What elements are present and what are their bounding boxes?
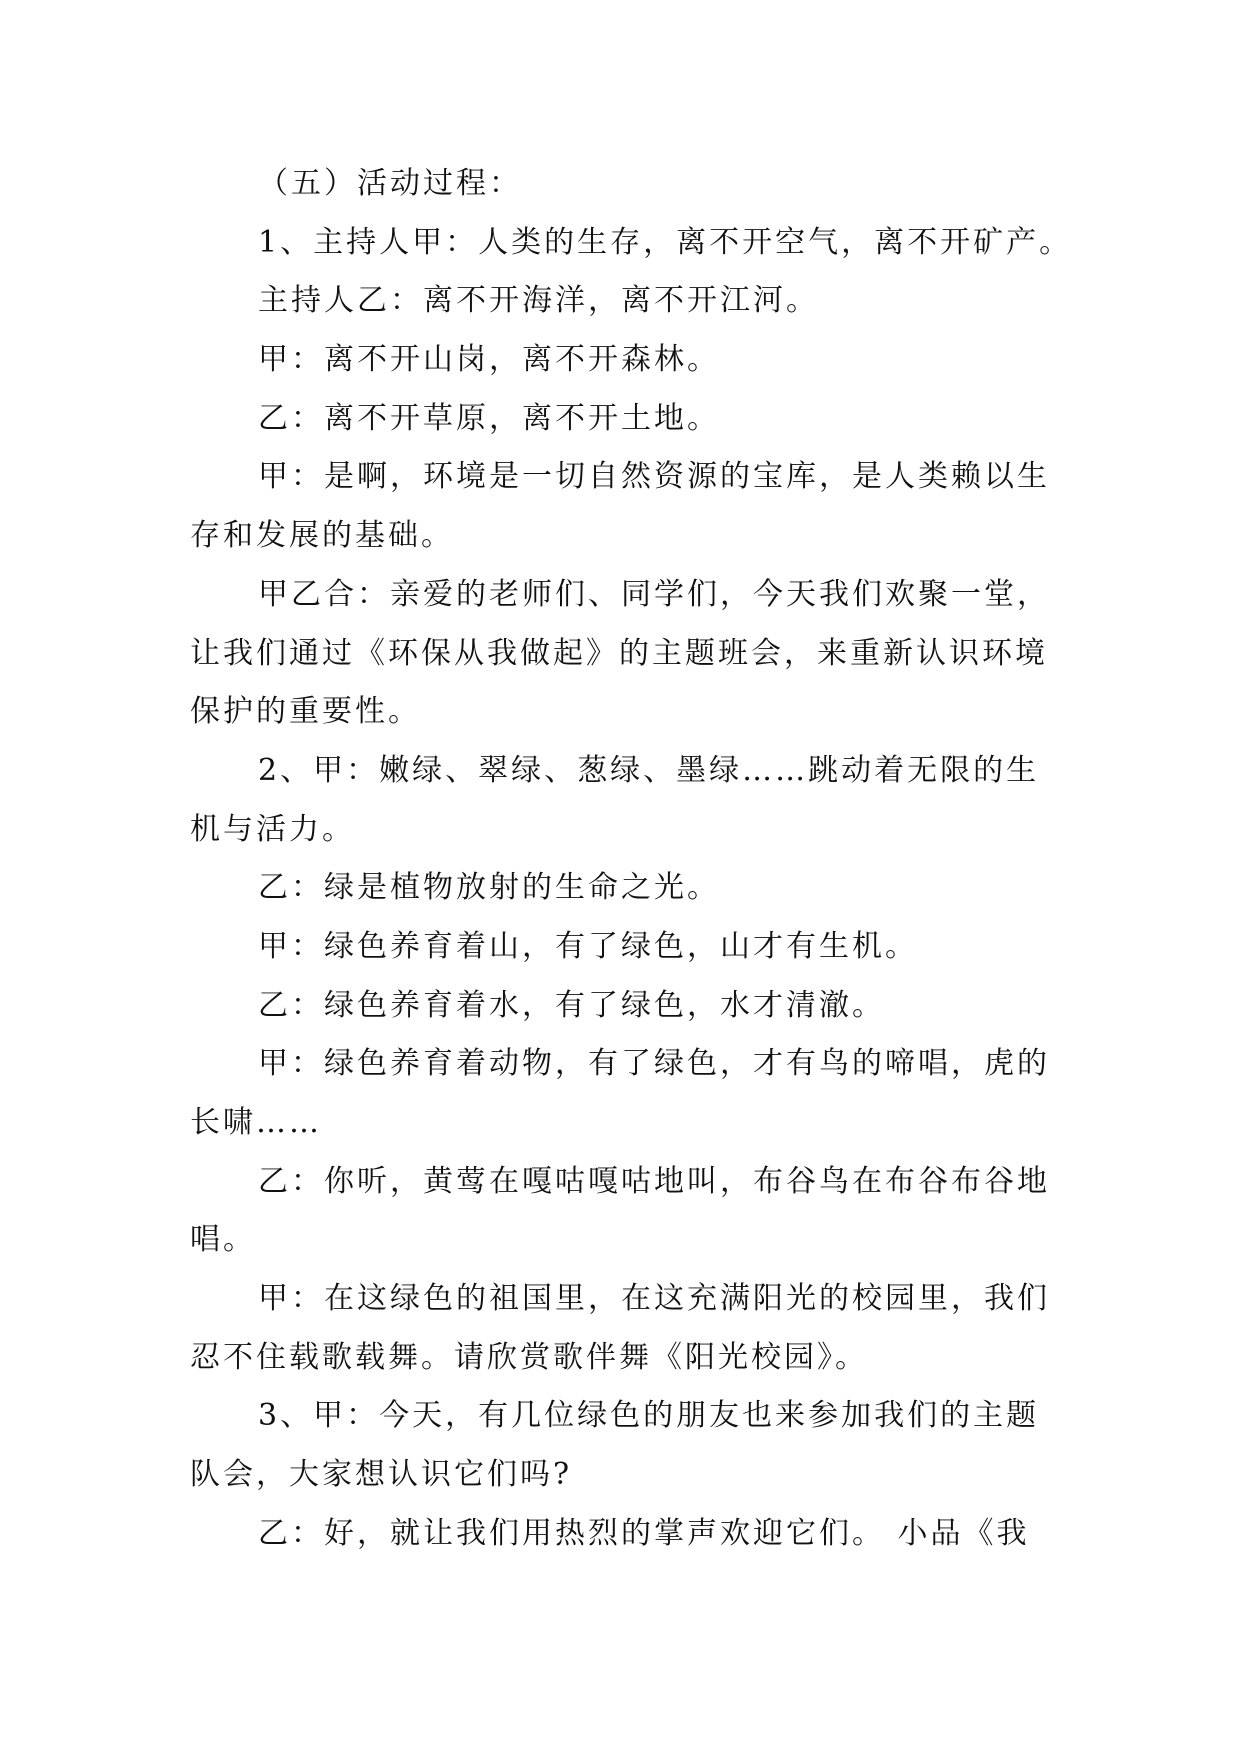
text-line: 机与活力。 (190, 811, 355, 847)
text-line: 唱。 (190, 1222, 256, 1258)
paragraph (190, 918, 1090, 977)
paragraph (190, 859, 1090, 918)
text-line: 乙：好，就让我们用热烈的掌声欢迎它们。 小品《我 (258, 1515, 1030, 1551)
paragraph (190, 331, 1090, 390)
text-line: 乙：你听，黄莺在嘎咕嘎咕地叫，布谷鸟在布谷布谷地 (258, 1163, 1050, 1199)
paragraph (190, 272, 1090, 331)
text-line: 队会，大家想认识它们吗? (190, 1457, 573, 1493)
paragraph (190, 1505, 1090, 1564)
section-heading (190, 155, 1090, 214)
text-line: 甲：在这绿色的祖国里，在这充满阳光的校园里，我们 (258, 1281, 1050, 1317)
text-line: 乙：离不开草原，离不开土地。 (258, 400, 720, 436)
paragraph (190, 390, 1090, 449)
text-line: 保护的重要性。 (190, 694, 421, 730)
text-line: 主持人乙：离不开海洋，离不开江河。 (258, 283, 819, 319)
text-line: 1、主持人甲：人类的生存，离不开空气，离不开矿产。 (258, 224, 1073, 260)
text-line: 甲：离不开山岗，离不开森林。 (258, 342, 720, 378)
text-line: 存和发展的基础。 (190, 518, 454, 554)
paragraph (190, 1387, 1090, 1504)
document-body (190, 155, 1090, 1564)
paragraph (190, 214, 1090, 273)
text-line: 甲：是啊，环境是一切自然资源的宝库，是人类赖以生 (258, 459, 1050, 495)
paragraph (190, 1270, 1090, 1387)
text-line: 乙：绿是植物放射的生命之光。 (258, 870, 720, 906)
text-line: 让我们通过《环保从我做起》的主题班会，来重新认识环境 (190, 635, 1048, 671)
paragraph (190, 1153, 1090, 1270)
text-line: 甲：绿色养育着山，有了绿色，山才有生机。 (258, 928, 918, 964)
text-line: 2、甲：嫩绿、翠绿、葱绿、墨绿……跳动着无限的生 (258, 752, 1040, 788)
text-line: 忍不住载歌载舞。请欣赏歌伴舞《阳光校园》。 (190, 1339, 868, 1375)
text-line: 3、甲：今天，有几位绿色的朋友也来参加我们的主题 (258, 1398, 1040, 1434)
text-line: （五）活动过程： (258, 166, 522, 201)
text-line: 甲乙合：亲爱的老师们、同学们，今天我们欢聚一堂， (258, 576, 1050, 612)
text-line: 甲：绿色养育着动物，有了绿色，才有鸟的啼唱，虎的 (258, 1046, 1050, 1082)
text-line: 乙：绿色养育着水，有了绿色，水才清澈。 (258, 987, 885, 1023)
paragraph (190, 566, 1090, 742)
text-line: 长啸…… (190, 1105, 322, 1140)
paragraph (190, 977, 1090, 1036)
paragraph (190, 448, 1090, 565)
paragraph (190, 742, 1090, 859)
paragraph (190, 1035, 1090, 1152)
